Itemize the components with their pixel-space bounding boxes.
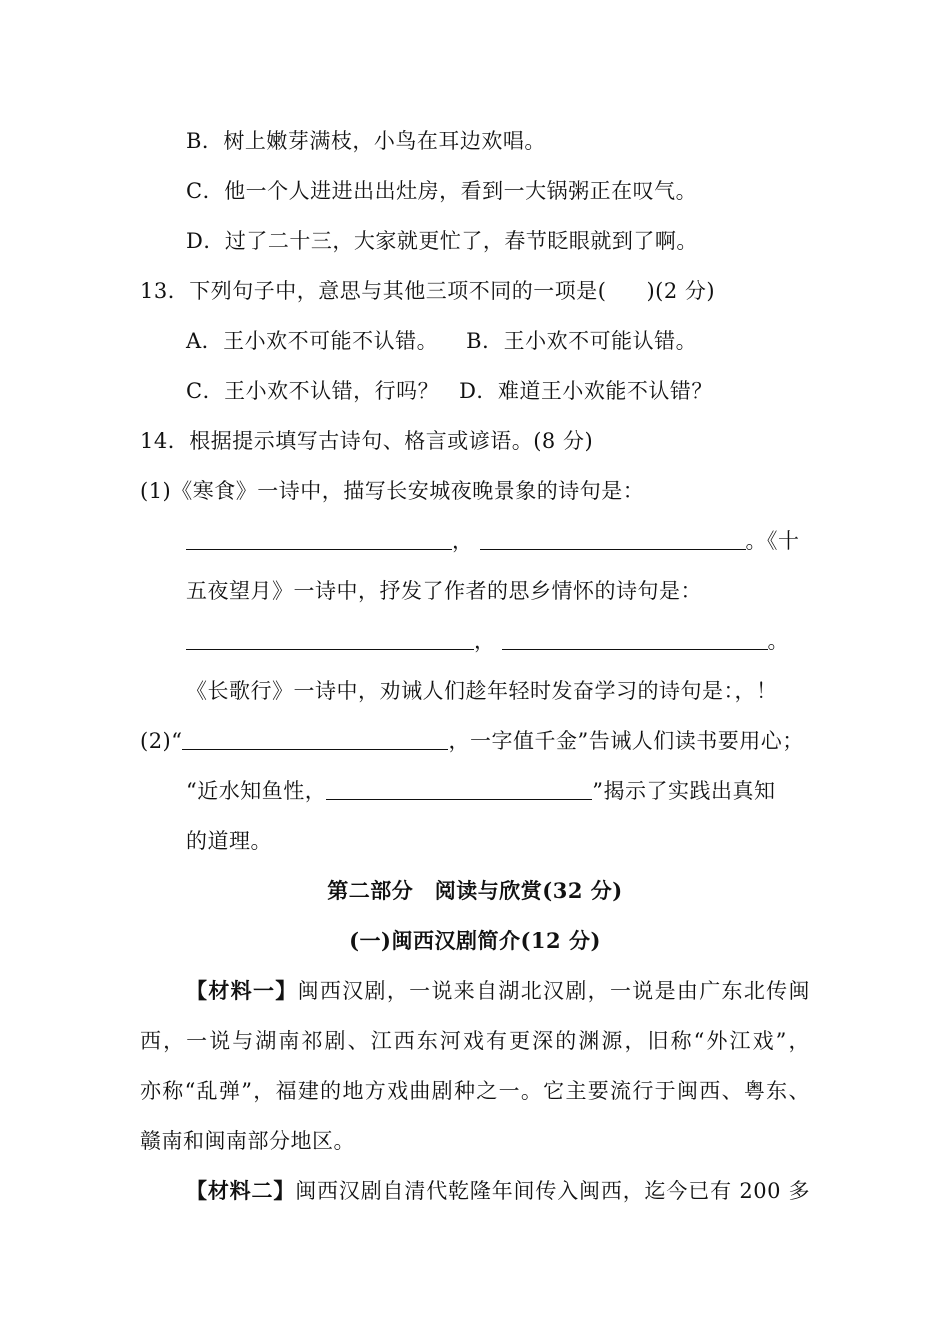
fill-blank[interactable] bbox=[182, 727, 448, 750]
q13-option-d: D．难道王小欢能不认错？ bbox=[459, 379, 713, 403]
material-1-line-1 bbox=[186, 976, 810, 1006]
q12-option-b: B．树上嫩芽满枝，小鸟在耳边欢唱。 bbox=[186, 129, 546, 153]
comma: ， bbox=[474, 629, 496, 653]
question-score: )(2 分) bbox=[646, 279, 716, 303]
q13-option-c: C．王小欢不认错，行吗？ bbox=[186, 379, 440, 403]
q13-option-a: A．王小欢不可能不认错。 bbox=[186, 329, 439, 353]
part-2-title: 第二部分 阅读与欣赏(32 分) bbox=[327, 878, 623, 903]
q12-option-d: D．过了二十三，大家就更忙了，春节眨眼就到了啊。 bbox=[186, 229, 698, 253]
section-title: (一)闽西汉剧简介(12 分) bbox=[349, 928, 601, 953]
q13-stem bbox=[140, 276, 715, 306]
line-end-text: ，一字值千金”告诫人们读书要用心； bbox=[448, 729, 804, 753]
fill-blank[interactable] bbox=[480, 527, 746, 550]
fill-blank[interactable] bbox=[186, 527, 452, 550]
line-start-text: “近水知鱼性， bbox=[186, 779, 327, 803]
fill-blank[interactable] bbox=[502, 627, 768, 650]
question-text: 下列句子中，意思与其他三项不同的一项是( bbox=[189, 279, 607, 303]
line-end-text: 。《十 bbox=[745, 529, 800, 553]
part-prefix: (2)“ bbox=[140, 729, 183, 753]
q13-options-row-1 bbox=[186, 326, 697, 356]
comma: ， bbox=[452, 529, 474, 553]
question-text: 根据提示填写古诗句、格言或谚语。(8 分) bbox=[189, 429, 594, 453]
q13-options-row-2 bbox=[186, 376, 713, 406]
fill-blank[interactable] bbox=[326, 777, 592, 800]
material-text: 闽西汉剧，一说来自湖北汉剧，一说是由广东北传闽 bbox=[297, 979, 811, 1003]
q13-option-b: B．王小欢不可能认错。 bbox=[466, 329, 698, 353]
material-label: 【材料二】 bbox=[186, 1178, 296, 1203]
q14-part1-intro: (1)《寒食》一诗中，描写长安城夜晚景象的诗句是： bbox=[140, 479, 645, 503]
q14-part1-blank-line-2 bbox=[186, 626, 789, 656]
q14-part2-line-3: 的道理。 bbox=[186, 829, 272, 853]
material-text: 闽西汉剧自清代乾隆年间传入闽西，迄今已有 200 多 bbox=[295, 1179, 811, 1203]
period: 。 bbox=[767, 629, 789, 653]
q14-part2-line-1 bbox=[140, 726, 804, 756]
material-1-line-4: 赣南和闽南部分地区。 bbox=[140, 1129, 355, 1153]
q14-part2-line-2 bbox=[186, 776, 776, 806]
material-1-line-3: 亦称“乱弹”，福建的地方戏曲剧种之一。它主要流行于闽西、粤东、 bbox=[140, 1079, 810, 1103]
line-end-text: ”揭示了实践出真知 bbox=[592, 779, 776, 803]
q14-part1-blank-line-1 bbox=[186, 526, 800, 556]
material-1-line-2: 西，一说与湖南祁剧、江西东河戏有更深的渊源，旧称“外江戏”， bbox=[140, 1029, 810, 1053]
q14-part1-line-5: 《长歌行》一诗中，劝诫人们趁年轻时发奋学习的诗句是：，！ bbox=[186, 679, 778, 703]
q14-stem bbox=[140, 426, 593, 456]
material-2-line-1 bbox=[186, 1176, 810, 1206]
fill-blank[interactable] bbox=[186, 627, 474, 650]
material-label: 【材料一】 bbox=[186, 978, 298, 1003]
q12-option-c: C．他一个人进进出出灶房，看到一大锅粥正在叹气。 bbox=[186, 179, 698, 203]
question-number: 13． bbox=[140, 279, 190, 303]
q14-part1-line-3: 五夜望月》一诗中，抒发了作者的思乡情怀的诗句是： bbox=[186, 579, 702, 603]
question-number: 14． bbox=[140, 429, 190, 453]
